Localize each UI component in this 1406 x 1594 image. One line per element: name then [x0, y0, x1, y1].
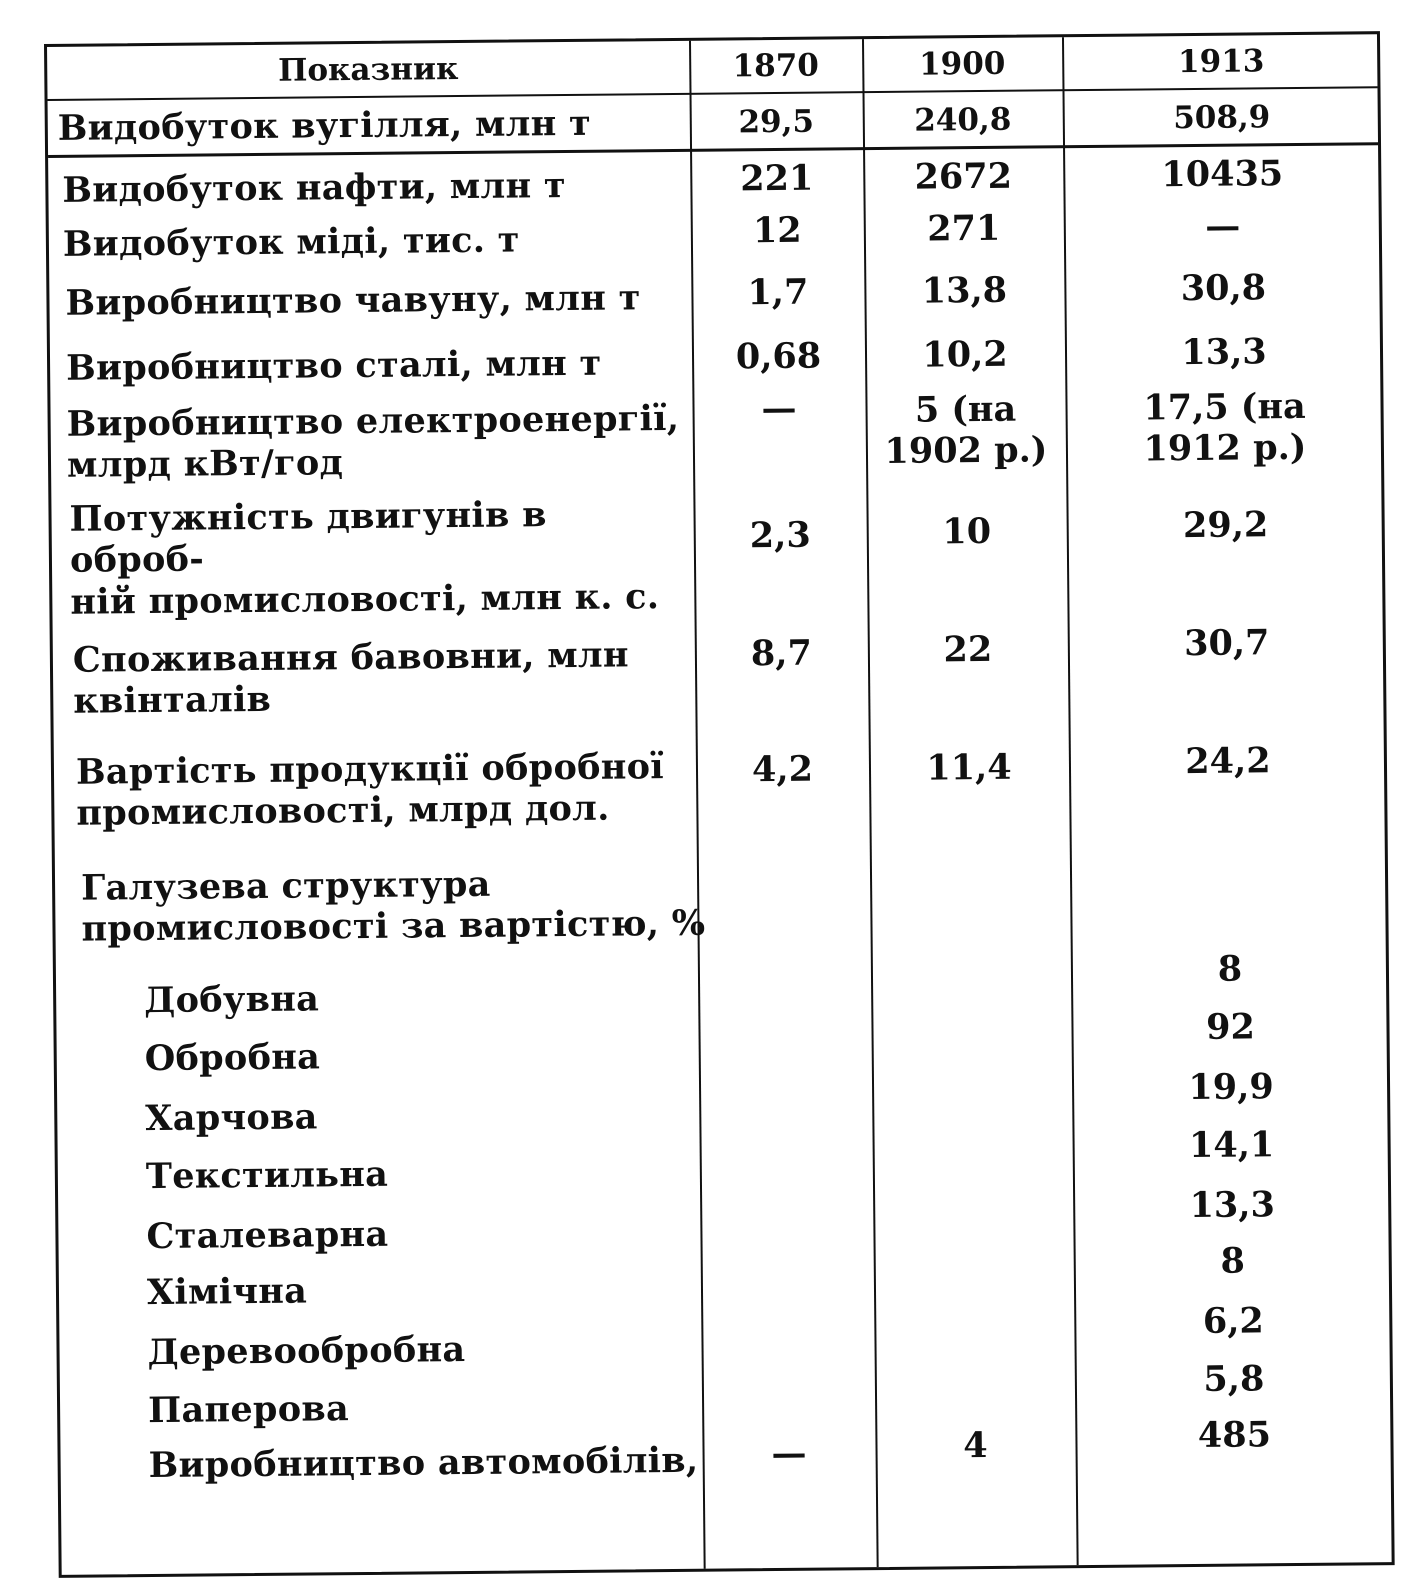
row-label: Харчова [145, 1096, 318, 1140]
row-label: Потужність двигунів в оброб- ній промисловості, млн к. с. [69, 494, 660, 623]
cell-1870: 0,68 [735, 335, 822, 378]
row-label: Видобуток міді, тис. т [62, 219, 520, 266]
cell-1870: — [761, 388, 797, 430]
row-label: Деревообробна [147, 1329, 466, 1374]
row-label: Обробна [144, 1036, 321, 1080]
row-label: Паперова [147, 1388, 350, 1432]
row-label: Хімічна [146, 1270, 308, 1314]
cell-1913: 5,8 [1203, 1358, 1265, 1401]
header-cell-1913: 1913 [1177, 42, 1265, 80]
row-label: Виробництво сталі, млн т [65, 343, 602, 390]
cell-1913: 17,5 (на 1912 р.) [1143, 385, 1307, 470]
row-label: Видобуток вугілля, млн т [57, 103, 592, 150]
header-cell-indicator: Показник [277, 50, 459, 89]
cell-1913: 92 [1205, 1006, 1256, 1049]
cell-1900: 271 [927, 208, 1001, 250]
cell-1870: 221 [740, 157, 814, 200]
cell-1913: 485 [1197, 1414, 1272, 1457]
cell-1900: 4 [963, 1425, 988, 1467]
cell-1913: 14,1 [1188, 1124, 1275, 1167]
cell-1913: 13,3 [1181, 331, 1267, 374]
cell-1913: — [1205, 205, 1241, 248]
row-label: Виробництво автомобілів, [148, 1440, 699, 1487]
cell-1913: 29,2 [1182, 504, 1269, 547]
row-label: Виробництво електроенергії, млрд кВт/год [66, 397, 680, 486]
section-heading: Галузева структура промисловості за вартістю, % [80, 863, 706, 950]
cell-1913: 19,9 [1188, 1066, 1274, 1109]
row-label: Добувна [143, 978, 320, 1022]
cell-1913: 508,9 [1173, 98, 1271, 136]
cell-1913: 30,7 [1183, 622, 1270, 665]
cell-1900: 22 [943, 629, 993, 671]
row-label: Вартість продукції обробної промисловості, млрд дол. [75, 745, 665, 834]
cell-1913: 24,2 [1185, 740, 1271, 783]
row-label: Споживання бавовни, млн квінталів [72, 634, 630, 722]
header-cell-1900: 1900 [918, 45, 1006, 83]
cell-1870: 29,5 [738, 103, 815, 141]
row-label: Видобуток нафти, млн т [62, 165, 567, 212]
cell-1900: 13,8 [921, 270, 1008, 312]
cell-1900: 5 (на 1902 р.) [884, 388, 1048, 472]
cell-1900: 240,8 [914, 101, 1012, 139]
cell-1870: — [771, 1433, 807, 1475]
cell-1913: 8 [1220, 1240, 1246, 1283]
cell-1870: 4,2 [751, 748, 814, 791]
cell-1870: 1,7 [747, 272, 809, 314]
cell-1913: 6,2 [1202, 1300, 1264, 1343]
industry-statistics-table [44, 31, 1395, 1578]
row-label: Виробництво чавуну, млн т [65, 277, 641, 325]
cell-1870: 8,7 [750, 633, 813, 675]
cell-1900: 10 [942, 511, 992, 553]
row-label: Сталеварна [146, 1214, 389, 1258]
cell-1913: 8 [1217, 948, 1243, 991]
cell-1913: 30,8 [1180, 267, 1267, 310]
cell-1900: 2672 [914, 156, 1013, 198]
cell-1913: 13,3 [1189, 1184, 1276, 1227]
cell-1870: 12 [752, 210, 802, 252]
cell-1900: 10,2 [922, 334, 1008, 376]
row-label: Текстильна [145, 1154, 389, 1198]
cell-1900: 11,4 [926, 747, 1012, 789]
cell-1870: 2,3 [749, 515, 811, 557]
cell-1913: 10435 [1161, 153, 1284, 196]
header-cell-1870: 1870 [732, 47, 820, 85]
